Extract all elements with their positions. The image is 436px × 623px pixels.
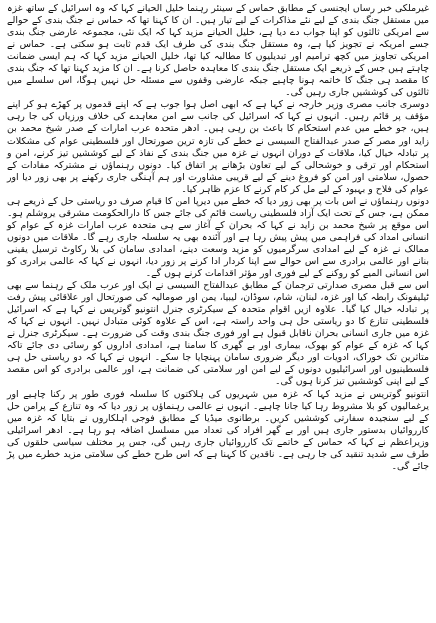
article-paragraph: غیرملکی خبر رساں ایجنسی کے مطابق حماس کے سینئر رہنما خلیل الحیانے کہا کہ وہ اسرائیل کے ساتھ غزہ میں مستقل جنگ بندی کے لیے نئے مذاکرات کے لیے تیار ہیں۔ ان کا کہنا تھا کہ حماس نے جنگ بندی کے حوالے سے امریکی ثالثوں کو اپنا جواب دے دیا ہے، خلیل الحیانے مزید کہا کہ ایک نئی، مجموعہ عارضی جنگ بندی جسے امریکہ نے تجویز کیا ہے، وہ مستقل جنگ بندی کی طرف ایک قدم ثابت ہو سکتی ہے۔ حماس نے امریکی تجاویز میں کچھ ترامیم اور تبدیلیوں کا مطالبہ کیا تھا، خلیل الحیانے مزید کہا کہ ہم ایسی ضمانت چاہتے ہیں جس کے ذریعے ایک مستقل جنگ بندی کا معاہدہ حاصل کرنا ہے۔ ان کا مزید کہنا تھا کہ جنگ بندی کا مقصد ہی جنگ کا خاتمہ ہونا چاہیے جبکہ عارضی وقفوں سے مسئلہ حل نہیں ہوگا، اس سلسلے میں ثالثوں کی کوششیں جاری رہیں گی۔ <box>7 3 429 99</box>
article-paragraph: دوسری جانب مصری وزیر خارجہ نے کہا ہے کہ ابھی اصل ہوا جوب ہے کہ اپنے قدموں پر کھڑے ہو کر اپنے مؤقف پر قائم رہیں۔ انہوں نے کہا کہ اسرائیل کی جانب سے امن معاہدے کی خلاف ورزیاں کی جا رہی ہیں، جو خطے میں عدم استحکام کا باعث بن رہی ہیں۔ ادھر متحدہ عرب امارات کے صدر شیخ محمد بن زاید اور مصر کے صدر عبدالفتاح السیسی نے خطے کی تازہ ترین صورتحال اور فلسطینی عوام کی مشکلات پر تبادلہ خیال کیا، ملاقات کے دوران انہوں نے غزہ میں جنگ بندی کے نفاذ کے لیے کوششیں تیز کرنے، امن و استحکام اور ترقی و خوشحالی کے لیے تعاون بڑھانے پر اتفاق کیا۔ دونوں رہنماؤں نے مشترکہ مفادات کے حصول، سلامتی اور امن کو فروغ دینے کے لیے قریبی مشاورت اور ہم آہنگی جاری رکھنے پر بھی زور دیا اور عوام کی فلاح و بہبود کے لیے مل کر کام کرنے کا عزم ظاہر کیا۔ <box>7 99 429 195</box>
article-paragraph: اس سے قبل مصری صدارتی ترجمان کے مطابق عبدالفتاح السیسی نے ایک اور عرب ملک کے رہنما سے بھی ٹیلیفونک رابطہ کیا اور غزہ، لبنان، شام، سوڈان، لیبیا، یمن اور صومالیہ کی صورتحال اور علاقائی پیش رفت پر تبادلہ خیال کیا گیا۔ علاوہ ازیں اقوام متحدہ کے سیکرٹری جنرل انتونیو گوتریس نے کہا ہے کہ اسرائیل فلسطینی تنازع کا دو ریاستی حل ہی واحد راستہ ہے، اس کے علاوہ کوئی متبادل نہیں۔ انہوں نے کہا کہ غزہ میں جاری انسانی بحران ناقابل قبول ہے اور فوری جنگ بندی وقت کی ضرورت ہے۔ سیکرٹری جنرل نے کہا کہ غزہ کے عوام کو بھوک، بیماری اور بے گھری کا سامنا ہے، امدادی اداروں کو رسائی دی جائے تاکہ متاثرین تک خوراک، ادویات اور دیگر ضروری سامان پہنچایا جا سکے۔ انہوں نے کہا کہ دو ریاستی حل ہی فلسطینیوں اور اسرائیلیوں دونوں کے لیے امن اور سلامتی کی ضمانت ہے، اور عالمی برادری کو اس مقصد کے لیے اپنی کوششیں تیز کرنا ہوں گی۔ <box>7 280 429 388</box>
article-paragraph: انتونیو گوتریس نے مزید کہا کہ غزہ میں شہریوں کی ہلاکتوں کا سلسلہ فوری طور پر رکنا چاہیے اور یرغمالیوں کو بلا مشروط رہا کیا جانا چاہیے۔ انہوں نے عالمی رہنماؤں پر زور دیا کہ وہ تنازع کے پرامن حل کے لیے سنجیدہ سفارتی کوششیں کریں۔ برطانوی میڈیا کے مطابق فوجی اہلکاروں نے بتایا کہ غزہ میں کارروائیاں بدستور جاری ہیں اور بے گھر افراد کی تعداد میں مسلسل اضافہ ہو رہا ہے۔ ادھر اسرائیلی وزیراعظم نے کہا کہ حماس کے خاتمے تک کارروائیاں جاری رہیں گی، جس پر مختلف سیاسی حلقوں کی طرف سے شدید تنقید کی جا رہی ہے۔ ناقدین کا کہنا ہے کہ اس طرح خطے کی سلامتی مزید خطرے میں پڑ جائے گی۔ <box>7 388 429 472</box>
article-body <box>7 3 429 473</box>
article-paragraph: دونوں رہنماؤں نے اس بات پر بھی زور دیا کہ خطے میں دیرپا امن کا قیام صرف دو ریاستی حل کے ذریعے ہی ممکن ہے، جس کے تحت ایک آزاد فلسطینی ریاست قائم کی جائے جس کا دارالحکومت مشرقی یروشلم ہو۔ اس موقع پر شیخ محمد بن زاید نے کہا کہ بحران کے آغاز سے ہی متحدہ عرب امارات غزہ کے عوام کو انسانی امداد کی فراہمی میں پیش پیش رہا ہے اور آئندہ بھی یہ سلسلہ جاری رہے گا۔ ملاقات میں دونوں ممالک نے غزہ کے لیے امدادی سرگرمیوں کو مزید وسعت دینے، امدادی سامان کی بلا رکاوٹ ترسیل یقینی بنانے اور عالمی برادری سے اس حوالے سے اپنا کردار ادا کرنے پر زور دیا، انہوں نے کہا کہ عالمی برادری کو اس انسانی المیے کو روکنے کے لیے فوری اور مؤثر اقدامات کرنے ہوں گے۔ <box>7 195 429 280</box>
